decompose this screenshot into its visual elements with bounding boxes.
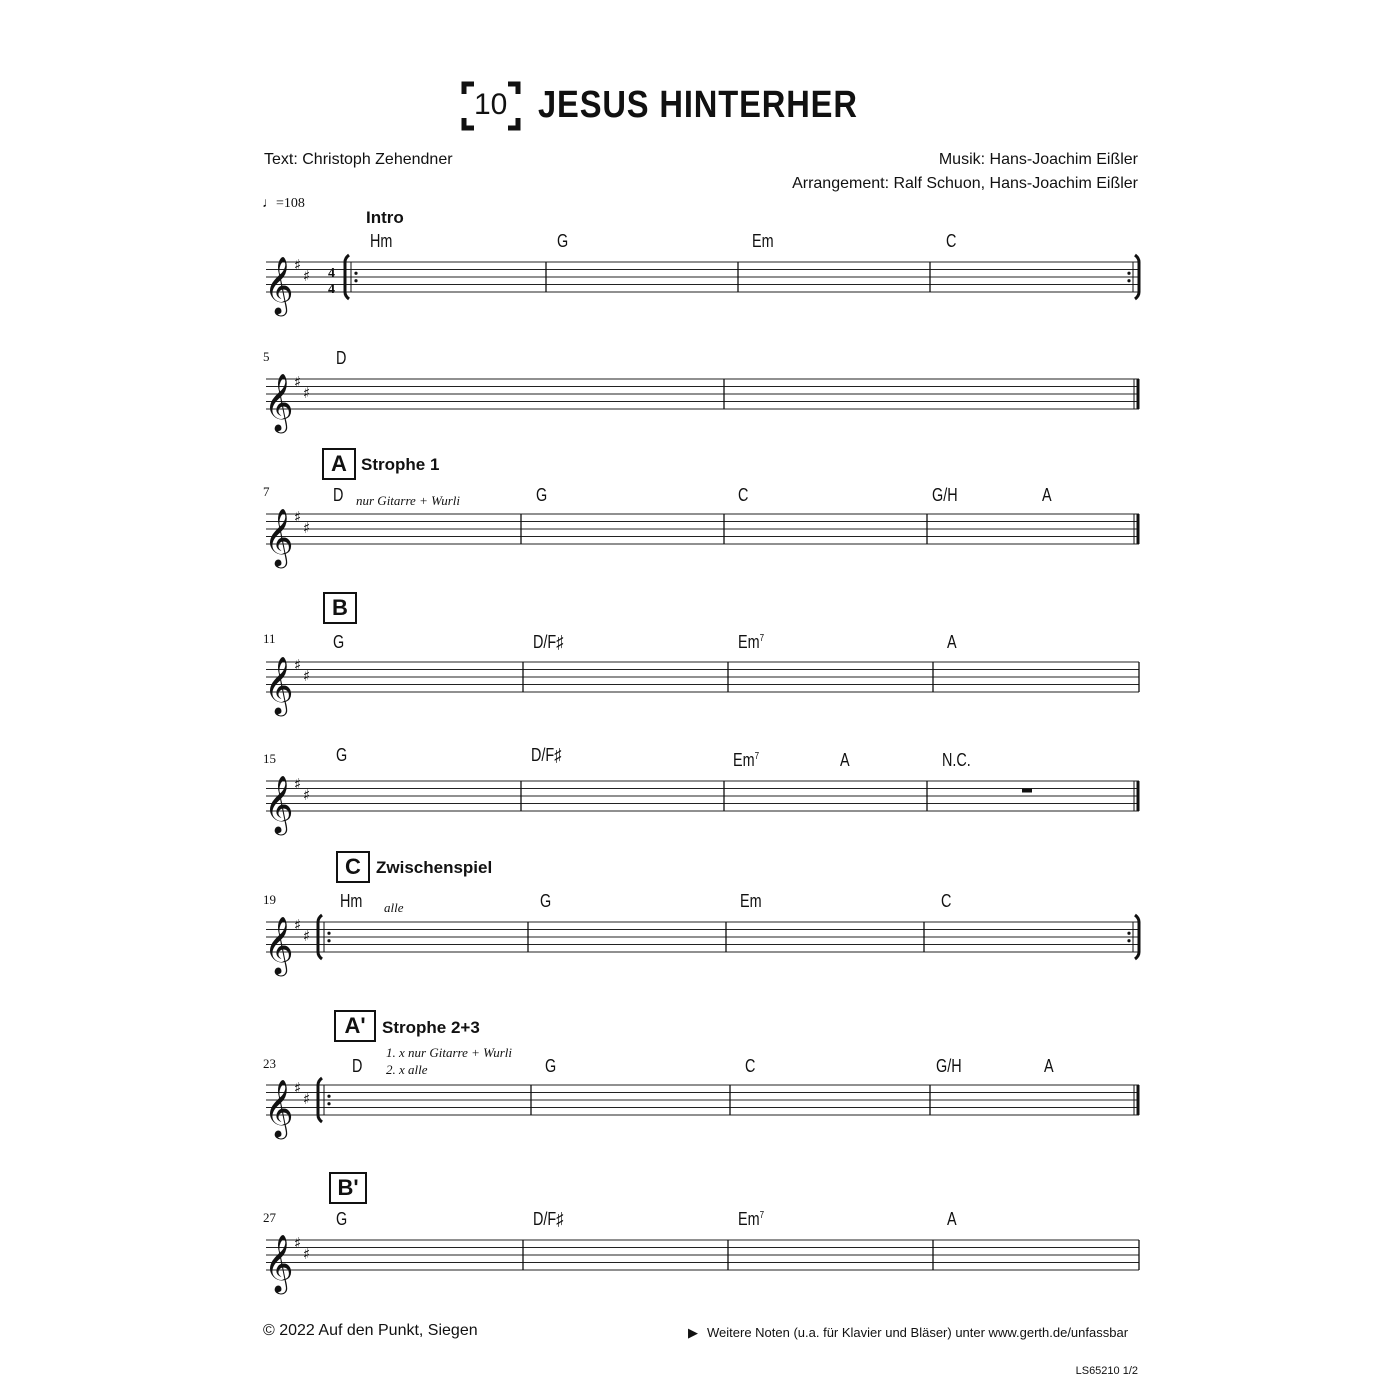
sharp-icon: ♯ — [294, 1079, 302, 1097]
rehearsal-mark-a: A — [322, 448, 356, 480]
chord-symbol: D/F♯ — [531, 745, 562, 765]
time-signature: 4 — [328, 282, 335, 297]
arrangement-credit: Arrangement: Ralf Schuon, Hans-Joachim Eißler — [792, 175, 1138, 192]
sharp-icon: ♯ — [303, 519, 311, 537]
text-credit: Text: Christoph Zehendner — [264, 151, 453, 168]
whole-rest-icon — [1022, 789, 1032, 793]
bar-number: 7 — [263, 484, 270, 499]
sharp-icon: ♯ — [294, 373, 302, 391]
play-arrow-icon: ▶ — [688, 1325, 698, 1340]
more-notes-link[interactable]: Weitere Noten (u.a. für Klavier und Bläser) unter www.gerth.de/unfassbar — [707, 1325, 1129, 1340]
page-title: JESUS HINTERHER — [538, 84, 858, 126]
treble-clef-icon: 𝄞 — [264, 656, 294, 714]
chord-symbol: C — [745, 1056, 756, 1076]
chord-symbol: G — [545, 1056, 557, 1076]
chord-symbol: C — [738, 485, 749, 505]
repeat-dot — [1127, 279, 1130, 282]
rehearsal-mark-c: C — [336, 851, 370, 883]
chord-symbol: D/F♯ — [533, 1209, 564, 1229]
chord-symbol: Hm — [340, 891, 363, 911]
chord-symbol: Hm — [370, 231, 393, 251]
section-label-zwischenspiel: Zwischenspiel — [376, 858, 493, 877]
chord-symbol: A — [1044, 1056, 1054, 1076]
chord-symbol: G — [336, 1209, 348, 1229]
bar-number: 19 — [263, 892, 276, 907]
rehearsal-mark-b: B — [323, 592, 357, 624]
sharp-icon: ♯ — [303, 1090, 311, 1108]
chord-symbol: A — [947, 632, 957, 652]
song-number: 10 — [474, 88, 508, 121]
treble-clef-icon: 𝄞 — [264, 1234, 294, 1292]
treble-clef-icon: 𝄞 — [264, 373, 294, 431]
chord-symbol: G — [536, 485, 548, 505]
sharp-icon: ♯ — [303, 384, 311, 402]
chord-symbol: N.C. — [942, 750, 971, 770]
treble-clef-icon: 𝄞 — [264, 916, 294, 974]
repeat-dot — [354, 279, 357, 282]
bar-number: 23 — [263, 1056, 276, 1071]
treble-clef-icon: 𝄞 — [264, 256, 294, 314]
chord-symbol: A — [947, 1209, 957, 1229]
repeat-dot — [327, 939, 330, 942]
sharp-icon: ♯ — [294, 656, 302, 674]
repeat-dot — [354, 272, 357, 275]
repeat-dot — [327, 1102, 330, 1105]
bar-number: 15 — [263, 751, 276, 766]
sharp-icon: ♯ — [294, 1234, 302, 1252]
sharp-icon: ♯ — [294, 508, 302, 526]
rehearsal-mark-b-prime: B' — [329, 1172, 367, 1204]
chord-symbol: Em$^7$ — [738, 632, 765, 652]
chord-symbol: D — [352, 1056, 363, 1076]
bar-number: 11 — [263, 631, 276, 646]
chord-symbol: C — [941, 891, 952, 911]
tempo-marking: ♩=108 — [262, 196, 305, 211]
chord-symbol: A — [840, 750, 850, 770]
repeat-dot — [327, 1095, 330, 1098]
chord-symbol: D/F♯ — [533, 632, 564, 652]
treble-clef-icon: 𝄞 — [264, 1079, 294, 1137]
chord-symbol: G/H — [932, 485, 958, 505]
repeat-dot — [1127, 272, 1130, 275]
rehearsal-mark-a-prime: A' — [334, 1010, 376, 1042]
performance-note: 1. x nur Gitarre + Wurli — [386, 1045, 513, 1060]
catalog-number: LS65210 1/2 — [1075, 1365, 1138, 1377]
sharp-icon: ♯ — [303, 267, 311, 285]
chord-symbol: G — [540, 891, 552, 911]
performance-note: nur Gitarre + Wurli — [356, 493, 460, 508]
treble-clef-icon: 𝄞 — [264, 775, 294, 833]
copyright-notice: © 2022 Auf den Punkt, Siegen — [263, 1322, 478, 1339]
bar-number: 27 — [263, 1210, 276, 1225]
repeat-dot — [1127, 939, 1130, 942]
sharp-icon: ♯ — [294, 256, 302, 274]
section-label-intro: Intro — [366, 208, 404, 227]
sharp-icon: ♯ — [294, 775, 302, 793]
sharp-icon: ♯ — [294, 916, 302, 934]
chord-symbol: Em — [752, 231, 774, 251]
chord-symbol: D — [333, 485, 344, 505]
time-signature: 4 — [328, 266, 335, 281]
chord-symbol: D — [336, 348, 347, 368]
chord-symbol: Em$^7$ — [733, 750, 760, 770]
chord-symbol: A — [1042, 485, 1052, 505]
performance-note: alle — [384, 900, 404, 915]
chord-symbol: C — [946, 231, 957, 251]
chord-symbol: Em — [740, 891, 762, 911]
section-label-strophe-2-3: Strophe 2+3 — [382, 1018, 480, 1037]
section-label-strophe-1: Strophe 1 — [361, 455, 440, 474]
chord-symbol: G/H — [936, 1056, 962, 1076]
chord-symbol: G — [333, 632, 345, 652]
sharp-icon: ♯ — [303, 786, 311, 804]
repeat-dot — [327, 932, 330, 935]
bar-number: 5 — [263, 349, 270, 364]
chord-symbol: G — [557, 231, 569, 251]
chord-symbol: G — [336, 745, 348, 765]
sharp-icon: ♯ — [303, 1245, 311, 1263]
repeat-dot — [1127, 932, 1130, 935]
sharp-icon: ♯ — [303, 667, 311, 685]
music-credit: Musik: Hans-Joachim Eißler — [938, 151, 1138, 168]
sharp-icon: ♯ — [303, 927, 311, 945]
chord-symbol: Em$^7$ — [738, 1209, 765, 1229]
performance-note: 2. x alle — [386, 1062, 428, 1077]
treble-clef-icon: 𝄞 — [264, 508, 294, 566]
